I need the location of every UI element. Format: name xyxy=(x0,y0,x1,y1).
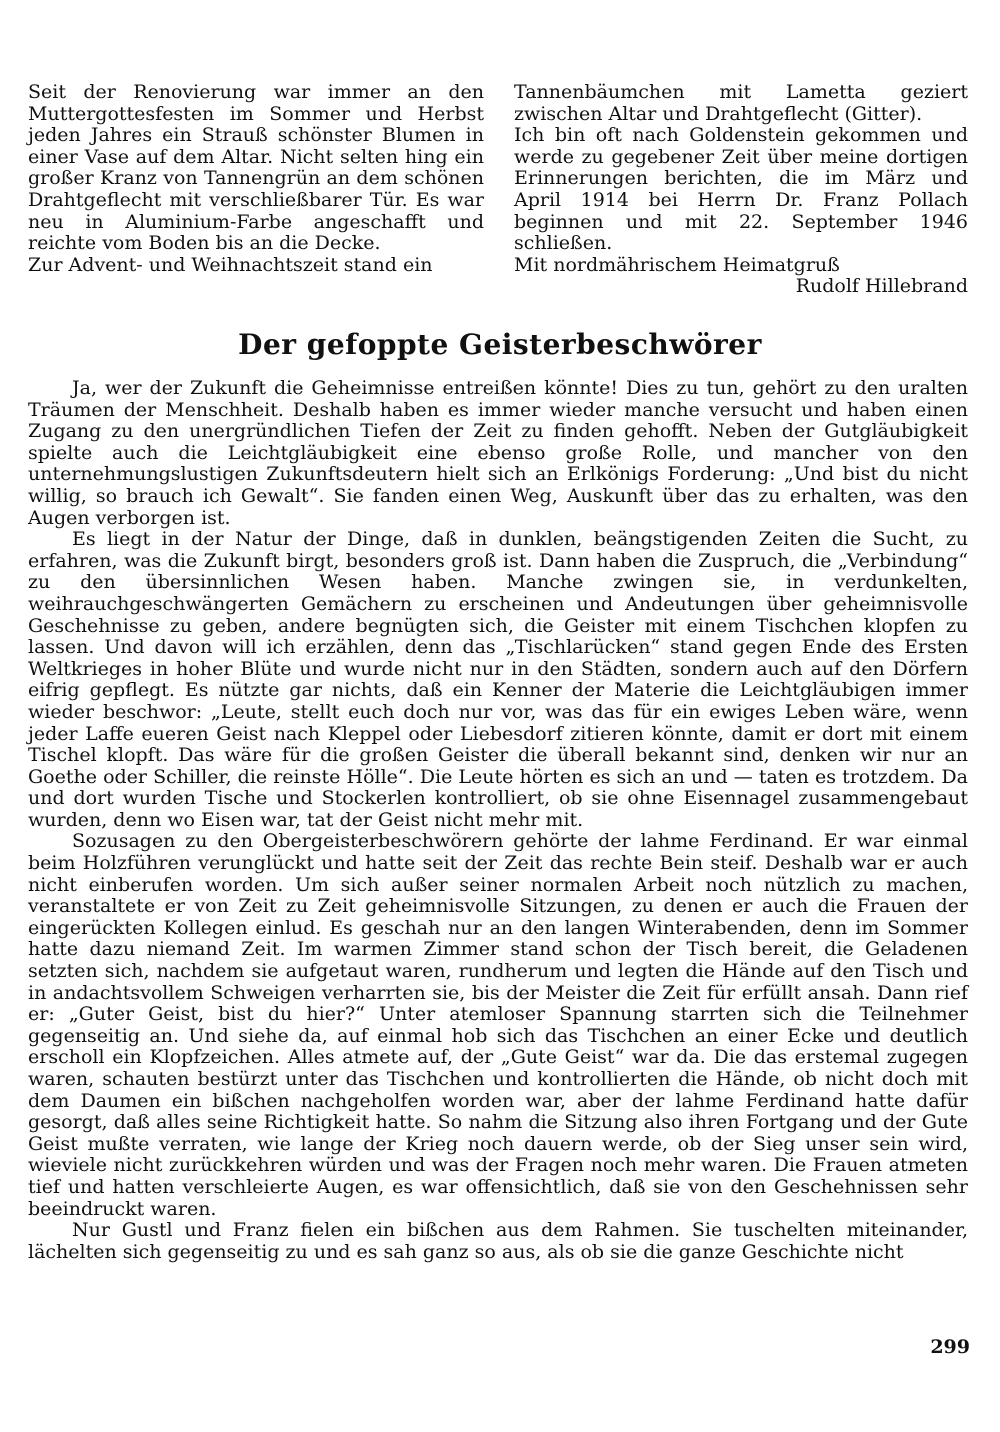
article-title: Der gefoppte Geisterbeschwörer xyxy=(238,328,762,361)
article-paragraph-2: Es liegt in der Natur der Dinge, daß in dunklen, beängstigenden Zeiten die Sucht, zu erfahren, was die Zukunft birgt, besonders groß ist. Dann haben die Zuspruch, die „Verbindung“ zu den übersinnlichen Wesen haben. Manche zwingen sie, in verdunkelten, weihrauchgeschwängerten Gemächern zu erscheinen und Andeutungen über geheimnisvolle Geschehnisse zu geben, andere begnügten sich, die Geister mit einem Tischchen klopfen zu lassen. Und davon will ich erzählen, denn das „Tischlarücken“ stand gegen Ende des Ersten Weltkrieges in hoher Blüte und wurde nicht nur in den Städten, sondern auch auf den Dörfern eifrig gepflegt. Es nützte gar nichts, daß ein Kenner der Materie die Leichtgläubigen immer wieder beschwor: „Leute, stellt euch doch nur vor, was das für ein ewiges Leben wäre, wenn jeder Laffe eueren Geist nach Kleppel oder Liebesdorf zitieren könnte, damit er dort mit einem Tischel klopft. Das wäre für die großen Geister die überall bekannt sind, denken wir nur an Goethe oder Schiller, die reinste Hölle“. Die Leute hörten es sich an und — taten es trotzdem. Da und dort wurden Tische und Stockerlen kontrolliert, ob sie ohne Eisennagel zusammengebaut wurden, denn wo Eisen war, tat der Geist nicht mehr mit. xyxy=(28,528,968,831)
left-paragraph-2: Zur Advent- und Weihnachtszeit stand ein xyxy=(28,253,433,276)
right-paragraph-1: Tannenbäumchen mit Lametta geziert zwischen Altar und Drahtgeflecht (Gitter). xyxy=(514,81,968,125)
article-paragraph-1: Ja, wer der Zukunft die Geheimnisse entreißen könnte! Dies zu tun, gehört zu den uralten Träumen der Menschheit. Deshalb haben es immer wieder manche versucht und haben einen Zugang zu den unergründlichen Tiefen der Zeit zu finden gehofft. Neben der Gutgläubigkeit spielte auch die Leichtgläubigkeit eine ebenso große Rolle, und mancher von den unternehmungslustigen Zukunftsdeutern hielt sich an Erlkönigs Forderung: „Und bist du nicht willig, so brauch ich Gewalt“. Sie fanden einen Weg, Auskunft über das zu erhalten, was den Augen verborgen ist. xyxy=(28,377,968,529)
right-column xyxy=(514,82,968,298)
article-paragraph-4: Nur Gustl und Franz fielen ein bißchen aus dem Rahmen. Sie tuschelten miteinander, lächelten sich gegenseitig zu und es sah ganz so aus, als ob sie die ganze Geschichte nicht xyxy=(28,1219,968,1263)
author-signature: Rudolf Hillebrand xyxy=(795,275,968,298)
page-number: 299 xyxy=(930,1336,970,1358)
left-column xyxy=(28,82,484,276)
right-paragraph-greeting: Mit nordmährischem Heimatgruß xyxy=(514,253,840,276)
article-paragraph-3: Sozusagen zu den Obergeisterbeschwörern gehörte der lahme Ferdinand. Er war einmal beim Holzführen verunglückt und hatte seit der Zeit das rechte Bein steif. Deshalb war er auch nicht einberufen worden. Um sich außer seiner normalen Arbeit noch nützlich zu machen, veranstaltete er von Zeit zu Zeit geheimnisvolle Sitzungen, zu denen er auch die Frauen der eingerückten Kollegen einlud. Es geschah nur an den langen Winterabenden, denn im Sommer hatte dazu niemand Zeit. Im warmen Zimmer stand schon der Tisch bereit, die Geladenen setzten sich, nachdem sie aufgetaut waren, rundherum und legten die Hände auf den Tisch und in andachtsvollem Schweigen verharrten sie, bis der Meister die Zeit für erfüllt ansah. Dann rief er: „Guter Geist, bist du hier?“ Unter atemloser Spannung starrten sich die Teilnehmer gegenseitig an. Und siehe da, auf einmal hob sich das Tischchen an einer Ecke und deutlich erscholl ein Klopfzeichen. Alles atmete auf, der „Gute Geist“ war da. Die das erstemal zugegen waren, schauten bestürzt unter das Tischchen und kontrollierten die Hände, ob nicht doch mit dem Daumen ein bißchen nachgeholfen worden war, aber der lahme Ferdinand hatte dafür gesorgt, daß alles seine Richtigkeit hatte. So nahm die Sitzung also ihren Fortgang und der Gute Geist mußte verraten, wie lange der Krieg noch dauern werde, ob der Sieg unser sein wird, wieviele nicht zurückkehren würden und was der Fragen noch mehr waren. Die Frauen atmeten tief und hatten verschleierte Augen, es war offensichtlich, daß sie von den Geschehnissen sehr beeindruckt waren. xyxy=(28,830,968,1220)
article-body xyxy=(28,378,968,1263)
left-paragraph-1: Seit der Renovierung war immer an den Muttergottesfesten im Sommer und Herbst jeden Jahres ein Strauß schönster Blumen in einer Vase auf dem Altar. Nicht selten hing ein großer Kranz von Tannengrün an dem schönen Drahtgeflecht mit verschließbarer Tür. Es war neu in Aluminium-Farbe angeschafft und reichte vom Boden bis an die Decke. xyxy=(28,81,484,255)
right-paragraph-2: Ich bin oft nach Goldenstein gekommen und werde zu gegebener Zeit über meine dortigen Erinnerungen berichten, die im März und April 1914 bei Herrn Dr. Franz Pollach beginnen und mit 22. September 1946 schließen. xyxy=(514,124,968,255)
